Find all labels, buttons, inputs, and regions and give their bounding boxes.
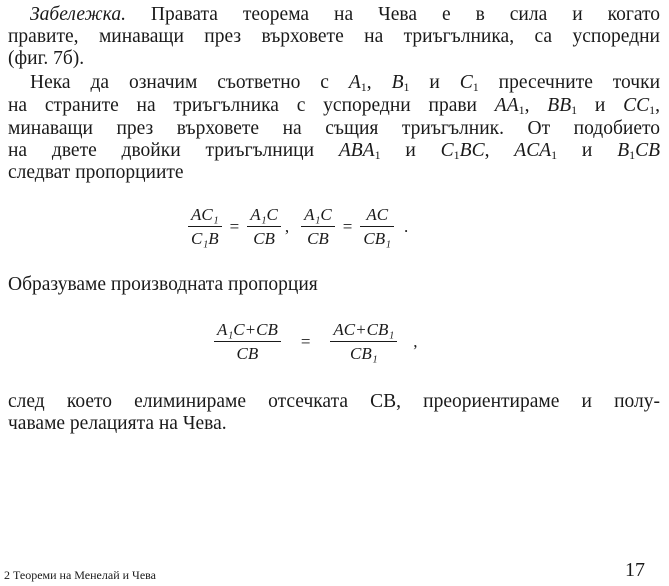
eq1-frac-3: $\frac{\text{A₁C}}{CB}$ (301, 205, 335, 249)
note-line-1 (8, 4, 660, 25)
para3-line-1: Образуваме производната пропорция (8, 274, 318, 295)
eq1-frac-1: $\frac{\text{AC₁}}{\text{C₁B}}$ (188, 205, 222, 249)
note-label: Забележка. (30, 4, 126, 25)
eq2-frac-2: $\frac{\text{AC+CB₁}}{\text{CB₁}}$ (330, 320, 397, 364)
equation-1: $\frac{\text{AC₁}}{\text{C₁B}}$ = $\frac{\text{A₁C}}{CB}$ , $\frac{\text{A₁C}}{CB}$ = $\frac{AC}{\text{CB₁}}$ . (186, 205, 414, 249)
para2-line-5: следват пропорциите (8, 162, 184, 183)
eq2-frac-1: $\frac{\text{A₁C+CB}}{CB}$ (214, 320, 281, 364)
note-line-3: (фиг. 7б). (8, 48, 85, 69)
para2-line-2: на страните на триъгълника с успоредни прави $AA_1$, $BB_1$ и $CC_1$, (8, 95, 661, 117)
eq1-frac-4: $\frac{AC}{\text{CB₁}}$ (360, 205, 394, 249)
page-number: 17 (625, 559, 645, 581)
para2-line-4: на двете двойки триъгълници $ABA_1$ и $C_1BC$, $ACA_1$ и $B_1CB$ (8, 140, 661, 162)
running-footer: 2 Теореми на Менелай и Чева (4, 568, 156, 582)
para4-line-2: чаваме релацията на Чева. (8, 413, 227, 434)
equation-2: $\frac{\text{A₁C+CB}}{CB}$ = $\frac{\text{AC+CB₁}}{\text{CB₁}}$ , (212, 320, 424, 364)
para2-line-1: Нека да означим съответно с $A_1$, $B_1$ и $C_1$ пресечните точки (30, 72, 661, 94)
note-text-1: Правата теорема на Чева е в сила и когато (150, 4, 660, 25)
note-line-2: правите, минаващи през върховете на триъгълника, са успоредни (8, 26, 660, 47)
para4-line-1: след което елиминираме отсечката CB, преориентираме и полу- (8, 391, 660, 412)
eq1-frac-2: $\frac{\text{A₁C}}{CB}$ (247, 205, 281, 249)
para2-line-3: минаващи през върховете на същия триъгълник. От подобието (8, 118, 660, 139)
